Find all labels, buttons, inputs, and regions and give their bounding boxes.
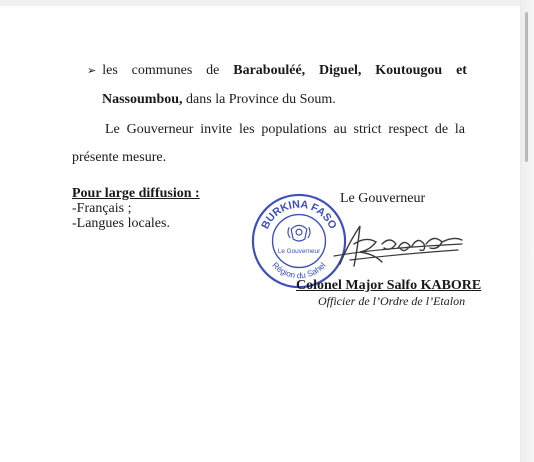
coat-of-arms-icon — [288, 225, 310, 241]
bullet-word: communes — [131, 63, 193, 78]
bullet-word: de — [206, 63, 220, 78]
diffusion-item: -Français ; — [72, 201, 132, 216]
diffusion-title: Pour large diffusion : — [72, 186, 200, 201]
bullet-line — [87, 63, 467, 79]
paragraph-word: la — [454, 122, 465, 137]
diffusion-item: -Langues locales. — [72, 216, 170, 231]
commune-name: Koutougou — [375, 63, 443, 78]
stamp-bottom-text: Région du Sahel — [270, 260, 328, 281]
paragraph-word: respect — [388, 122, 428, 137]
bullet-line-continuation — [102, 92, 336, 108]
commune-name: Diguel, — [319, 63, 362, 78]
paragraph-word: Gouverneur — [126, 122, 194, 137]
top-strip — [0, 0, 534, 6]
signatory-title: Le Gouverneur — [340, 191, 426, 206]
signatory-name: Colonel Major Salfo KABORE — [296, 278, 482, 293]
signatory-rank: Officier de l’Ordre de l’Etalon — [318, 294, 466, 308]
stamp-top-text: BURKINA FASO — [259, 198, 339, 232]
commune-name: Barabouléé, — [233, 63, 306, 78]
scrollbar[interactable] — [525, 12, 528, 162]
handwritten-signature — [330, 214, 470, 274]
commune-name: Nassoumbou, — [102, 92, 183, 107]
paragraph-line-end: présente mesure. — [72, 150, 167, 165]
paragraph-word: invite — [200, 122, 233, 137]
province-text: dans la Province du Soum. — [182, 92, 336, 107]
paragraph-word: les — [238, 122, 255, 137]
paragraph-line — [105, 122, 465, 138]
paragraph-word: populations — [261, 122, 327, 137]
arrow-bullet-icon: ➢ — [87, 64, 97, 77]
stamp-center-text: Le Gouverneur — [277, 247, 321, 255]
paragraph-word: au — [333, 122, 347, 137]
commune-name: et — [456, 63, 467, 78]
paragraph-word: Le — [105, 122, 120, 137]
paragraph-word: de — [434, 122, 449, 137]
bullet-prefix: les — [102, 63, 118, 78]
paragraph-word: strict — [353, 122, 382, 137]
